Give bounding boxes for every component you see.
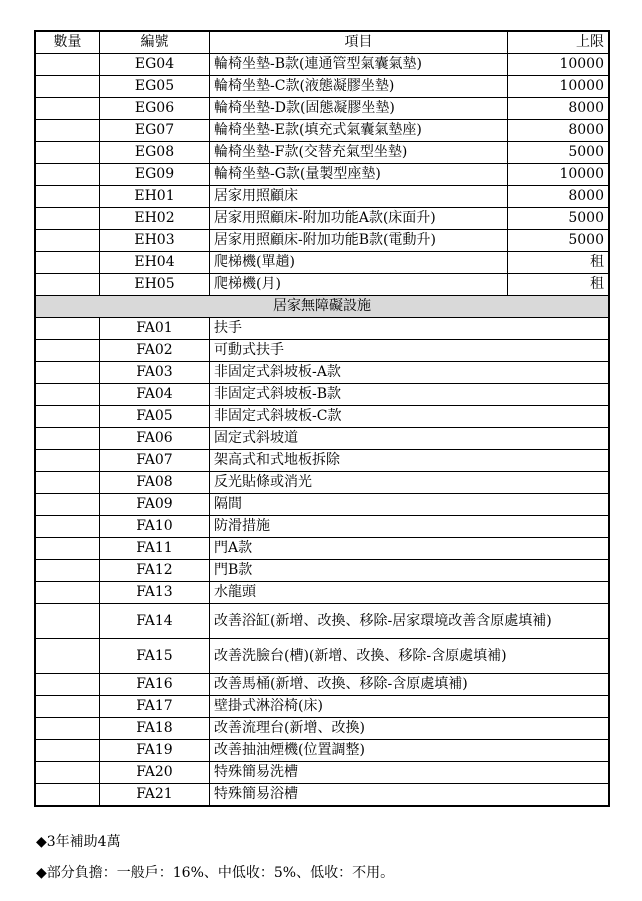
header-limit: 上限 (508, 31, 610, 54)
item-cell: 改善浴缸(新增、改換、移除-居家環境改善含原處填補) (210, 604, 610, 639)
table-row (35, 560, 609, 582)
qty-cell (35, 164, 100, 186)
qty-cell (35, 696, 100, 718)
limit-cell: 租 (508, 252, 610, 274)
item-cell: 非固定式斜坡板-C款 (210, 406, 610, 428)
table-row (35, 718, 609, 740)
item-cell: 輪椅坐墊-E款(填充式氣囊氣墊座) (210, 120, 508, 142)
code-cell: EG05 (100, 76, 210, 98)
item-cell: 爬梯機(單趟) (210, 252, 508, 274)
item-cell: 居家用照顧床-附加功能A款(床面升) (210, 208, 508, 230)
table-row (35, 582, 609, 604)
section-title: 居家無障礙設施 (35, 296, 609, 318)
table-row (35, 674, 609, 696)
qty-cell (35, 538, 100, 560)
limit-cell: 10000 (508, 76, 610, 98)
item-cell: 壁掛式淋浴椅(床) (210, 696, 610, 718)
table-row (35, 639, 609, 674)
item-cell: 防滑措施 (210, 516, 610, 538)
table-row (35, 98, 609, 120)
item-cell: 門B款 (210, 560, 610, 582)
qty-cell (35, 718, 100, 740)
item-cell: 輪椅坐墊-G款(量製型座墊) (210, 164, 508, 186)
item-cell: 扶手 (210, 318, 610, 340)
item-cell: 水龍頭 (210, 582, 610, 604)
table-row (35, 384, 609, 406)
code-cell: EH04 (100, 252, 210, 274)
code-cell: FA01 (100, 318, 210, 340)
qty-cell (35, 762, 100, 784)
qty-cell (35, 472, 100, 494)
limit-cell: 8000 (508, 186, 610, 208)
limit-cell: 5000 (508, 208, 610, 230)
code-cell: FA17 (100, 696, 210, 718)
header-item: 項目 (210, 31, 508, 54)
code-cell: FA15 (100, 639, 210, 674)
table-row (35, 120, 609, 142)
qty-cell (35, 76, 100, 98)
header-qty: 數量 (35, 31, 100, 54)
code-cell: FA09 (100, 494, 210, 516)
code-cell: FA19 (100, 740, 210, 762)
table-header-row (35, 31, 609, 54)
qty-cell (35, 604, 100, 639)
table-row (35, 252, 609, 274)
code-cell: FA11 (100, 538, 210, 560)
table-row (35, 428, 609, 450)
table-row (35, 230, 609, 252)
item-cell: 特殊簡易洗槽 (210, 762, 610, 784)
table-row (35, 208, 609, 230)
table-row (35, 340, 609, 362)
code-cell: FA03 (100, 362, 210, 384)
item-cell: 架高式和式地板拆除 (210, 450, 610, 472)
table-row (35, 362, 609, 384)
code-cell: FA02 (100, 340, 210, 362)
code-cell: FA08 (100, 472, 210, 494)
limit-cell: 8000 (508, 98, 610, 120)
qty-cell (35, 54, 100, 76)
code-cell: EG07 (100, 120, 210, 142)
item-cell: 反光貼條或消光 (210, 472, 610, 494)
code-cell: FA21 (100, 784, 210, 807)
qty-cell (35, 740, 100, 762)
item-cell: 改善馬桶(新增、改換、移除-含原處填補) (210, 674, 610, 696)
table-row (35, 164, 609, 186)
qty-cell (35, 384, 100, 406)
qty-cell (35, 674, 100, 696)
code-cell: FA20 (100, 762, 210, 784)
qty-cell (35, 582, 100, 604)
table-row (35, 740, 609, 762)
code-cell: EH02 (100, 208, 210, 230)
qty-cell (35, 120, 100, 142)
item-cell: 門A款 (210, 538, 610, 560)
subsidy-items-table (34, 30, 610, 807)
qty-cell (35, 784, 100, 807)
item-cell: 輪椅坐墊-C款(液態凝膠坐墊) (210, 76, 508, 98)
code-cell: FA10 (100, 516, 210, 538)
code-cell: EG09 (100, 164, 210, 186)
item-cell: 非固定式斜坡板-B款 (210, 384, 610, 406)
qty-cell (35, 639, 100, 674)
table-row (35, 406, 609, 428)
item-cell: 輪椅坐墊-F款(交替充氣型坐墊) (210, 142, 508, 164)
code-cell: EG08 (100, 142, 210, 164)
code-cell: EH03 (100, 230, 210, 252)
item-cell: 居家用照顧床 (210, 186, 508, 208)
limit-cell: 租 (508, 274, 610, 296)
limit-cell: 10000 (508, 164, 610, 186)
item-cell: 隔間 (210, 494, 610, 516)
qty-cell (35, 516, 100, 538)
table-row (35, 762, 609, 784)
qty-cell (35, 494, 100, 516)
qty-cell (35, 560, 100, 582)
code-cell: FA14 (100, 604, 210, 639)
table-row (35, 450, 609, 472)
qty-cell (35, 450, 100, 472)
table-row (35, 142, 609, 164)
code-cell: FA16 (100, 674, 210, 696)
code-cell: EH05 (100, 274, 210, 296)
qty-cell (35, 406, 100, 428)
code-cell: FA13 (100, 582, 210, 604)
table-row (35, 54, 609, 76)
qty-cell (35, 428, 100, 450)
code-cell: FA05 (100, 406, 210, 428)
limit-cell: 5000 (508, 230, 610, 252)
qty-cell (35, 98, 100, 120)
code-cell: FA07 (100, 450, 210, 472)
item-cell: 居家用照顧床-附加功能B款(電動升) (210, 230, 508, 252)
qty-cell (35, 208, 100, 230)
table-row (35, 76, 609, 98)
table-row (35, 472, 609, 494)
item-cell: 特殊簡易浴槽 (210, 784, 610, 807)
qty-cell (35, 362, 100, 384)
table-row (35, 538, 609, 560)
code-cell: FA06 (100, 428, 210, 450)
qty-cell (35, 186, 100, 208)
qty-cell (35, 340, 100, 362)
code-cell: EG04 (100, 54, 210, 76)
code-cell: FA04 (100, 384, 210, 406)
qty-cell (35, 230, 100, 252)
table-row (35, 274, 609, 296)
code-cell: EG06 (100, 98, 210, 120)
code-cell: EH01 (100, 186, 210, 208)
qty-cell (35, 318, 100, 340)
limit-cell: 5000 (508, 142, 610, 164)
qty-cell (35, 252, 100, 274)
table-row (35, 784, 609, 807)
table-row (35, 604, 609, 639)
item-cell: 非固定式斜坡板-A款 (210, 362, 610, 384)
item-cell: 輪椅坐墊-B款(連通管型氣囊氣墊) (210, 54, 508, 76)
item-cell: 固定式斜坡道 (210, 428, 610, 450)
qty-cell (35, 142, 100, 164)
limit-cell: 10000 (508, 54, 610, 76)
table-row (35, 494, 609, 516)
item-cell: 改善流理台(新增、改換) (210, 718, 610, 740)
item-cell: 改善洗臉台(槽)(新增、改換、移除-含原處填補) (210, 639, 610, 674)
notes (36, 833, 394, 895)
item-cell: 輪椅坐墊-D款(固態凝膠坐墊) (210, 98, 508, 120)
code-cell: FA18 (100, 718, 210, 740)
note-subsidy-amount: ◆3年補助4萬 (36, 834, 121, 850)
item-cell: 可動式扶手 (210, 340, 610, 362)
section-header-row (35, 296, 609, 318)
note-copayment: ◆部分負擔：一般戶：16%、中低收：5%、低收：不用。 (36, 865, 395, 881)
item-cell: 爬梯機(月) (210, 274, 508, 296)
table-row (35, 318, 609, 340)
table-row (35, 696, 609, 718)
code-cell: FA12 (100, 560, 210, 582)
limit-cell: 8000 (508, 120, 610, 142)
table-row (35, 186, 609, 208)
header-code: 編號 (100, 31, 210, 54)
item-cell: 改善抽油煙機(位置調整) (210, 740, 610, 762)
table-row (35, 516, 609, 538)
qty-cell (35, 274, 100, 296)
